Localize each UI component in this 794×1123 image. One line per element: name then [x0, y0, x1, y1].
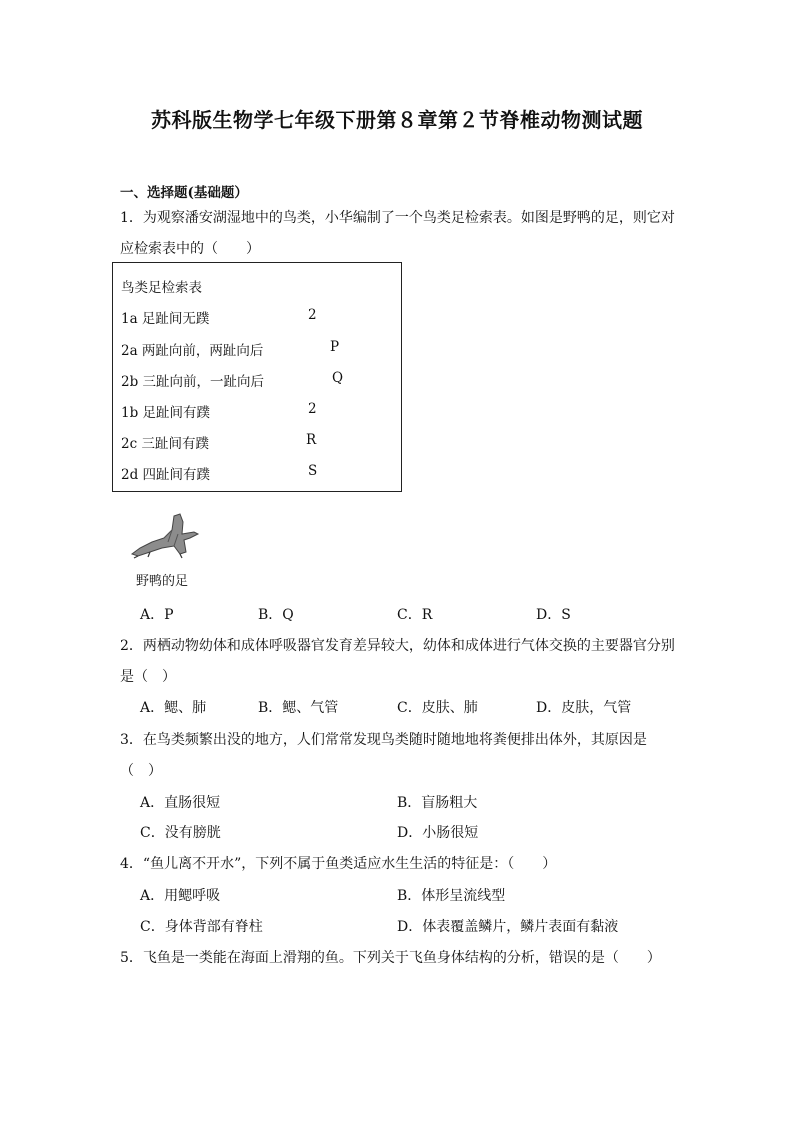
q1-option-a[interactable]: A．P [140, 607, 174, 623]
q2-stem-line2: 是（ ） [120, 669, 176, 685]
bird-foot-key-table [112, 262, 402, 492]
key-row-code: 2 [308, 307, 317, 323]
q4-option-b[interactable]: B．体形呈流线型 [397, 888, 506, 904]
key-row-label: 2d 四趾间有蹼 [121, 467, 211, 483]
key-row-label: 2c 三趾间有蹼 [121, 436, 209, 452]
key-row-code: 2 [308, 401, 317, 417]
q3-option-d[interactable]: D．小肠很短 [397, 825, 479, 841]
q5-stem-line1: 5．飞鱼是一类能在海面上滑翔的鱼。下列关于飞鱼身体结构的分析，错误的是（ ） [120, 950, 661, 966]
q3-stem-line1: 3．在鸟类频繁出没的地方，人们常常发现鸟类随时随地地将粪便排出体外，其原因是 [120, 732, 647, 748]
q3-option-a[interactable]: A．直肠很短 [140, 795, 221, 811]
q4-stem-line1: 4．“鱼儿离不开水”，下列不属于鱼类适应水生生活的特征是：（ ） [120, 856, 557, 872]
duck-foot-image [128, 512, 200, 560]
key-row-code: Q [332, 370, 344, 386]
q2-stem-line1: 2．两栖动物幼体和成体呼吸器官发育差异较大，幼体和成体进行气体交换的主要器官分别 [120, 638, 675, 654]
q3-option-b[interactable]: B．盲肠粗大 [397, 795, 478, 811]
key-table-title: 鸟类足检索表 [121, 280, 202, 296]
q2-option-b[interactable]: B．鳃、气管 [258, 700, 339, 716]
key-row-label: 2a 两趾向前，两趾向后 [121, 343, 264, 359]
page-title: 苏科版生物学七年级下册第８章第２节脊椎动物测试题 [151, 108, 643, 132]
q3-option-c[interactable]: C．没有膀胱 [140, 825, 221, 841]
q1-stem-line2: 应检索表中的（ ） [120, 241, 260, 257]
key-row-label: 2b 三趾向前，一趾向后 [121, 374, 265, 390]
key-row-code: S [308, 463, 318, 479]
key-row-label: 1b 足趾间有蹼 [121, 405, 211, 421]
key-row-code: R [306, 432, 317, 448]
q2-option-c[interactable]: C．皮肤、肺 [397, 700, 478, 716]
q1-option-c[interactable]: C．R [397, 607, 433, 623]
key-row-label: 1a 足趾间无蹼 [121, 311, 210, 327]
q2-option-d[interactable]: D．皮肤，气管 [536, 700, 632, 716]
q1-stem-line1: 1．为观察潘安湖湿地中的鸟类，小华编制了一个鸟类足检索表。如图是野鸭的足，则它对 [120, 210, 675, 226]
section-heading: 一、选择题(基础题） [120, 185, 248, 201]
key-row-code: P [330, 339, 340, 355]
q4-option-a[interactable]: A．用鳃呼吸 [140, 888, 221, 904]
q3-stem-line2: （ ） [120, 763, 162, 779]
q4-option-d[interactable]: D．体表覆盖鳞片，鳞片表面有黏液 [397, 919, 619, 935]
q1-option-b[interactable]: B．Q [258, 607, 294, 623]
q2-option-a[interactable]: A．鳃、肺 [140, 700, 207, 716]
q4-option-c[interactable]: C．身体背部有脊柱 [140, 919, 263, 935]
duck-foot-caption: 野鸭的足 [136, 574, 189, 589]
q1-option-d[interactable]: D．S [536, 607, 571, 623]
